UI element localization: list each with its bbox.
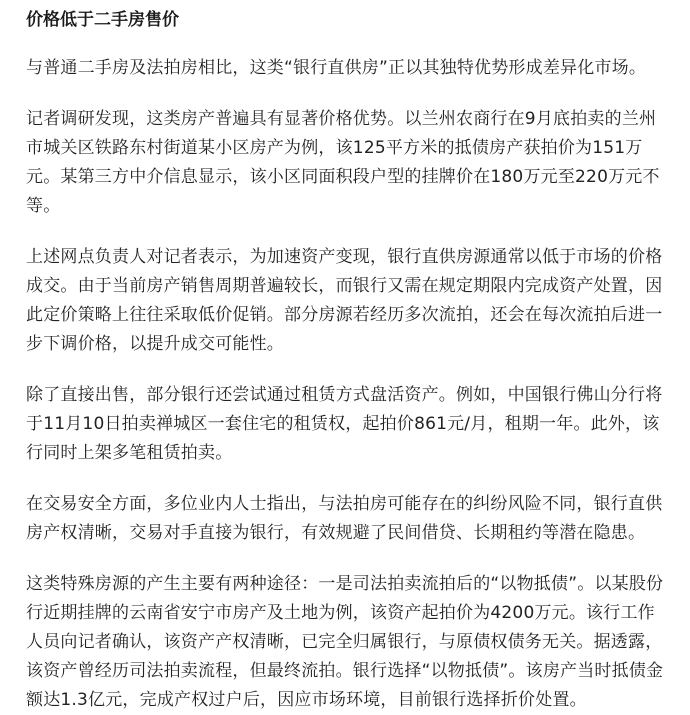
paragraph-1: 与普通二手房及法拍房相比，这类“银行直供房”正以其独特优势形成差异化市场。 <box>26 58 647 78</box>
paragraph-4: 除了直接出售，部分银行还尝试通过租赁方式盘活资产。例如，中国银行佛山分行将于11月10日拍卖禅城区一套住宅的租赁权，起拍价861元/月，租期一年。此外，该行同时上架多笔租赁拍卖。 <box>26 385 663 463</box>
paragraph-2: 记者调研发现，这类房产普遍具有显著价格优势。以兰州农商行在9月底拍卖的兰州市城关区铁路东村街道某小区房产为例，该125平方米的抵债房产获拍价为151万元。某第三方中介信息显示，该小区同面积段户型的挂牌价在180万元至220万元不等。 <box>26 109 660 216</box>
paragraph-6: 这类特殊房源的产生主要有两种途径：一是司法拍卖流拍后的“以物抵债”。以某股份行近期挂牌的云南省安宁市房产及土地为例，该资产起拍价为4200万元。该行工作人员向记者确认，该资产产权清晰，已完全归属银行，与原债权债务无关。据透露，该资产曾经历司法拍卖流程，但最终流拍。银行选择“以物抵债”。该房产当时抵债金额达1.3亿元，完成产权过户后，因应市场环境，目前银行选择折价处置。 <box>26 574 664 710</box>
paragraph-5: 在交易安全方面，多位业内人士指出，与法拍房可能存在的纠纷风险不同，银行直供房产权清晰，交易对手直接为银行，有效规避了民间借贷、长期租约等潜在隐患。 <box>26 494 663 543</box>
paragraph-3: 上述网点负责人对记者表示，为加速资产变现，银行直供房源通常以低于市场的价格成交。由于当前房产销售周期普遍较长，而银行又需在规定期限内完成资产处置，因此定价策略上往往采取低价促销。部分房源若经历多次流拍，还会在每次流拍后进一步下调价格，以提升成交可能性。 <box>26 247 663 354</box>
article-title: 价格低于二手房售价 <box>26 10 179 30</box>
